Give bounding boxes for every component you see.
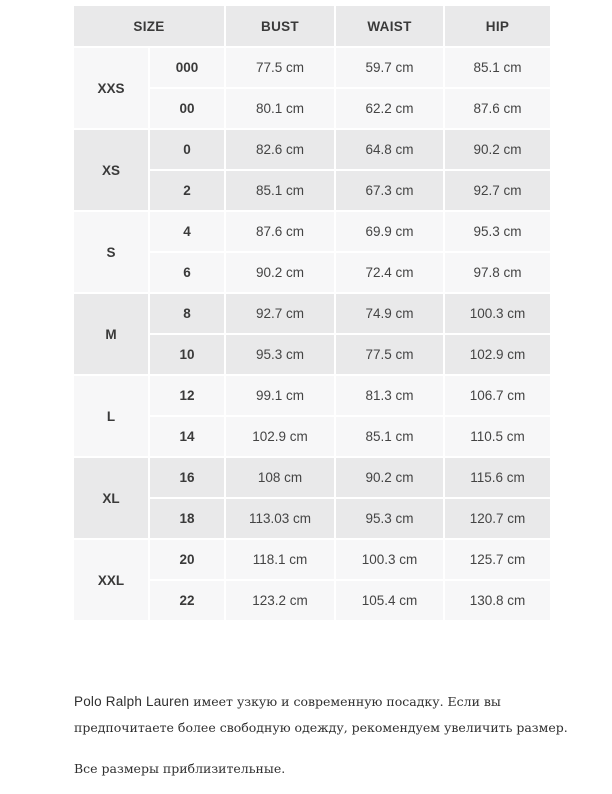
header-waist: WAIST <box>336 6 443 46</box>
hip-value: 97.8 cm <box>445 253 550 292</box>
waist-value: 59.7 cm <box>336 48 443 87</box>
brand-name: Polo Ralph Lauren <box>74 694 190 709</box>
size-number: 14 <box>150 417 224 456</box>
size-label: M <box>74 294 148 374</box>
size-number: 2 <box>150 171 224 210</box>
waist-value: 105.4 cm <box>336 581 443 620</box>
hip-value: 110.5 cm <box>445 417 550 456</box>
table-row <box>74 212 550 251</box>
waist-value: 100.3 cm <box>336 540 443 579</box>
header-size: SIZE <box>74 6 224 46</box>
size-table <box>72 4 552 622</box>
bust-value: 102.9 cm <box>226 417 334 456</box>
fit-note-line-1 <box>74 690 574 714</box>
bust-value: 95.3 cm <box>226 335 334 374</box>
bust-value: 77.5 cm <box>226 48 334 87</box>
hip-value: 115.6 cm <box>445 458 550 497</box>
waist-value: 85.1 cm <box>336 417 443 456</box>
waist-value: 62.2 cm <box>336 89 443 128</box>
fit-note-text-1: имеет узкую и современную посадку. Если вы <box>189 694 501 709</box>
header-bust: BUST <box>226 6 334 46</box>
bust-value: 118.1 cm <box>226 540 334 579</box>
size-number: 8 <box>150 294 224 333</box>
size-label: XXL <box>74 540 148 620</box>
hip-value: 90.2 cm <box>445 130 550 169</box>
bust-value: 123.2 cm <box>226 581 334 620</box>
bust-value: 99.1 cm <box>226 376 334 415</box>
size-label: XXS <box>74 48 148 128</box>
bust-value: 92.7 cm <box>226 294 334 333</box>
size-number: 00 <box>150 89 224 128</box>
size-label: XL <box>74 458 148 538</box>
hip-value: 95.3 cm <box>445 212 550 251</box>
bust-value: 85.1 cm <box>226 171 334 210</box>
waist-value: 95.3 cm <box>336 499 443 538</box>
size-number: 6 <box>150 253 224 292</box>
hip-value: 106.7 cm <box>445 376 550 415</box>
bust-value: 80.1 cm <box>226 89 334 128</box>
waist-value: 67.3 cm <box>336 171 443 210</box>
fit-note-line-2: предпочитаете более свободную одежду, рекомендуем увеличить размер. <box>74 720 568 735</box>
waist-value: 72.4 cm <box>336 253 443 292</box>
size-number: 18 <box>150 499 224 538</box>
size-label: S <box>74 212 148 292</box>
bust-value: 108 cm <box>226 458 334 497</box>
hip-value: 92.7 cm <box>445 171 550 210</box>
approx-note: Все размеры приблизительные. <box>74 761 286 776</box>
hip-value: 85.1 cm <box>445 48 550 87</box>
bust-value: 87.6 cm <box>226 212 334 251</box>
waist-value: 81.3 cm <box>336 376 443 415</box>
size-table-body <box>74 48 550 620</box>
table-row <box>74 294 550 333</box>
waist-value: 64.8 cm <box>336 130 443 169</box>
size-number: 4 <box>150 212 224 251</box>
waist-value: 69.9 cm <box>336 212 443 251</box>
hip-value: 130.8 cm <box>445 581 550 620</box>
table-row <box>74 540 550 579</box>
size-number: 20 <box>150 540 224 579</box>
bust-value: 90.2 cm <box>226 253 334 292</box>
bust-value: 82.6 cm <box>226 130 334 169</box>
size-number: 12 <box>150 376 224 415</box>
bust-value: 113.03 cm <box>226 499 334 538</box>
size-number: 10 <box>150 335 224 374</box>
header-hip: HIP <box>445 6 550 46</box>
hip-value: 102.9 cm <box>445 335 550 374</box>
waist-value: 90.2 cm <box>336 458 443 497</box>
size-label: XS <box>74 130 148 210</box>
waist-value: 77.5 cm <box>336 335 443 374</box>
table-row <box>74 376 550 415</box>
table-row <box>74 48 550 87</box>
size-number: 0 <box>150 130 224 169</box>
size-number: 22 <box>150 581 224 620</box>
hip-value: 125.7 cm <box>445 540 550 579</box>
table-row <box>74 458 550 497</box>
size-chart <box>74 6 552 622</box>
hip-value: 100.3 cm <box>445 294 550 333</box>
header-row <box>74 6 550 46</box>
table-row <box>74 130 550 169</box>
size-number: 16 <box>150 458 224 497</box>
hip-value: 120.7 cm <box>445 499 550 538</box>
size-number: 000 <box>150 48 224 87</box>
hip-value: 87.6 cm <box>445 89 550 128</box>
size-label: L <box>74 376 148 456</box>
waist-value: 74.9 cm <box>336 294 443 333</box>
